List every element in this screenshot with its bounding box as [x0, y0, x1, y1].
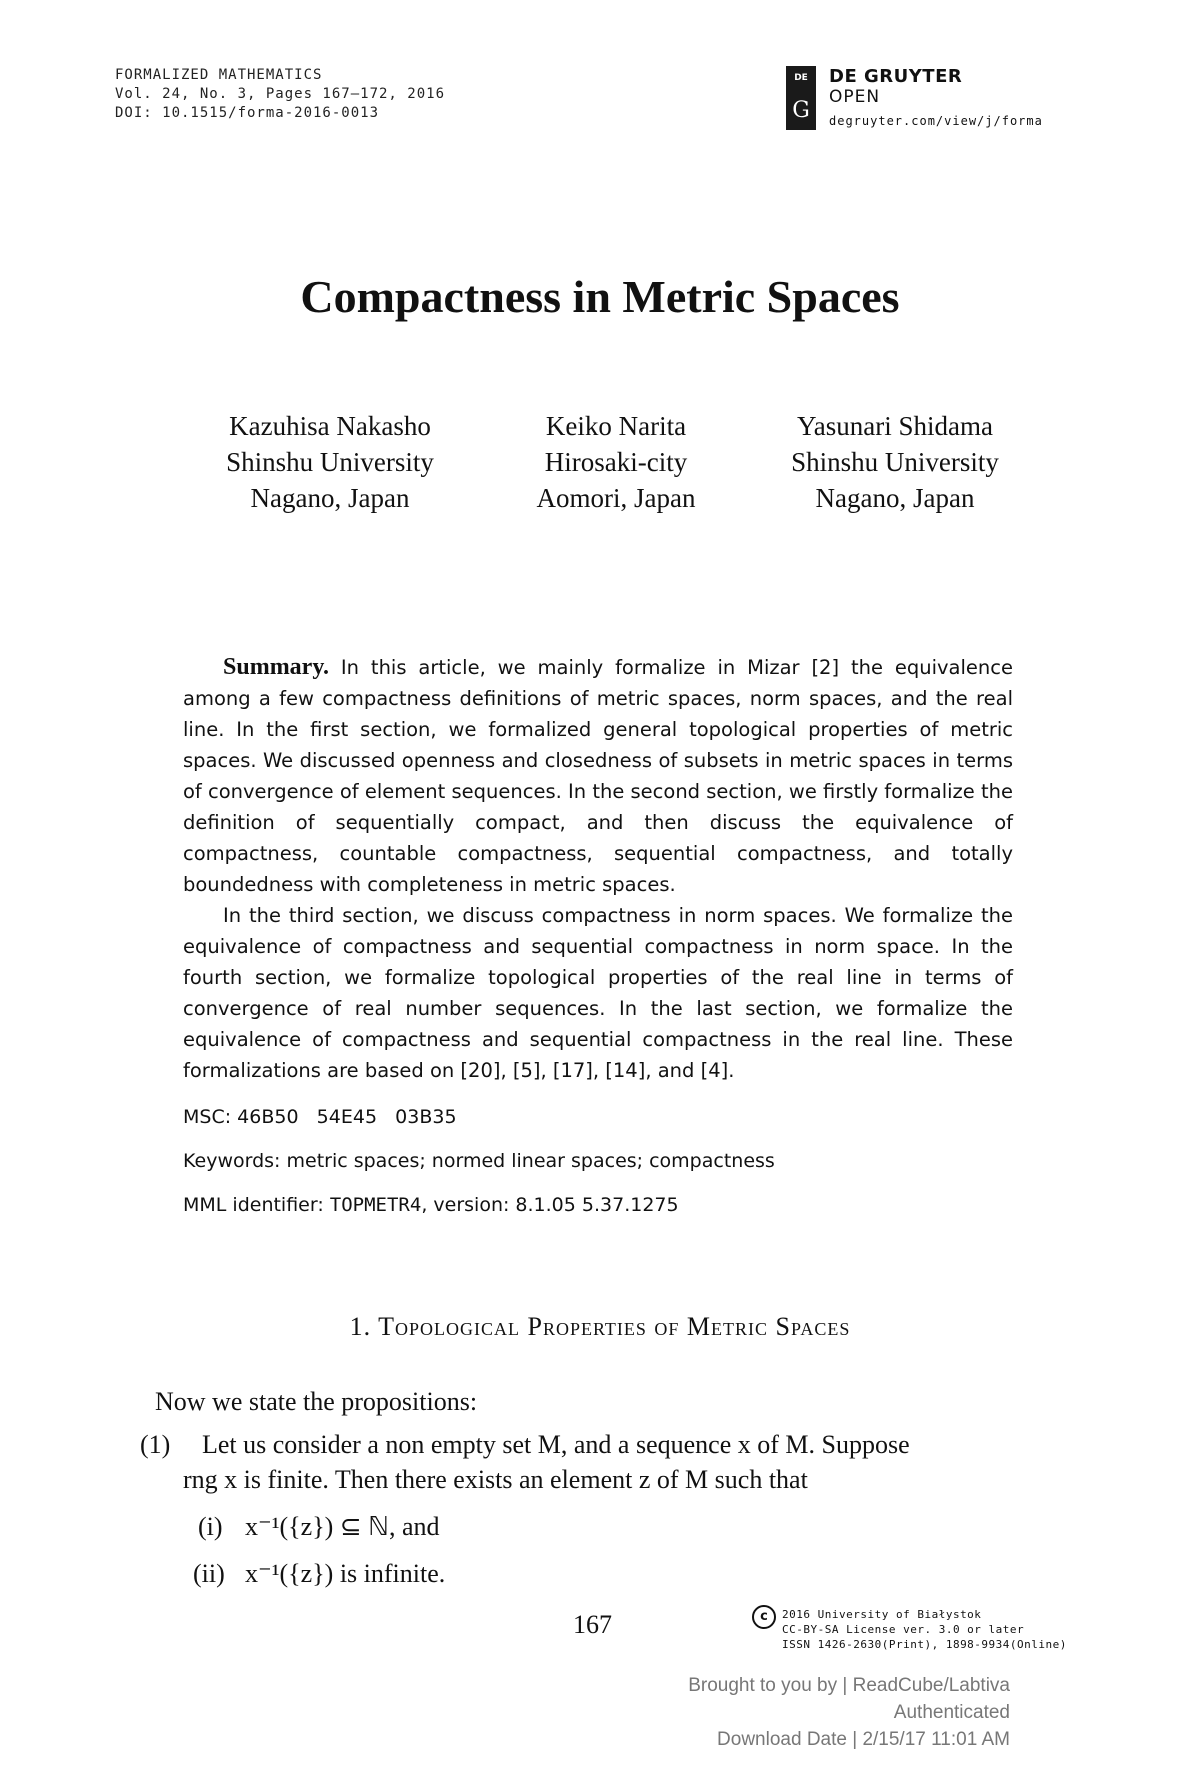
doi: DOI: 10.1515/forma-2016-0013: [115, 105, 380, 121]
author-name: Kazuhisa Nakasho: [229, 411, 431, 441]
msc-label: MSC:: [183, 1106, 232, 1128]
copyright-icon: c: [752, 1605, 776, 1629]
author-block-1: [180, 408, 480, 516]
publisher-logo: [786, 66, 1186, 136]
proposition-line-2: rng x is finite. Then there exists an element z of M such that: [183, 1465, 808, 1494]
logo-box-letter: G: [792, 98, 810, 123]
mml-line: [183, 1194, 679, 1216]
journal-header: [115, 66, 445, 123]
keywords-label: Keywords:: [183, 1150, 281, 1172]
logo-box-top: DE: [794, 73, 808, 83]
section-heading: 1. Topological Properties of Metric Spaces: [349, 1312, 851, 1341]
item-ii-text: x⁻¹({z}) is infinite.: [245, 1559, 446, 1588]
author-location: Aomori, Japan: [536, 483, 696, 513]
msc-line: [183, 1106, 457, 1128]
copyright-line-1: 2016 University of Białystok: [782, 1608, 982, 1621]
author-block-2: [466, 408, 766, 516]
download-stamp-line-2: Authenticated: [893, 1702, 1010, 1723]
paper-title: Compactness in Metric Spaces: [300, 271, 900, 322]
mml-label: MML identifier:: [183, 1194, 324, 1216]
copyright-lines: [782, 1607, 1067, 1652]
download-stamp: [600, 1672, 1010, 1753]
keywords-line: [183, 1150, 775, 1172]
author-affiliation: Shinshu University: [226, 447, 434, 477]
proposition-line-1: Let us consider a non empty set M, and a sequence x of M. Suppose: [202, 1430, 910, 1459]
summary-paragraph-2: In the third section, we discuss compactness in norm spaces. We formalize the equivalence of compactness and sequential compactness in norm space. In the fourth section, we formalize topological properties of the real line in terms of convergence of real number sequences. In the last section, we formalize the equivalence of compactness and sequential compactness in the real line. These formalizations are based on [20], [5], [17], [14], and [4].: [183, 904, 1013, 1082]
author-name: Yasunari Shidama: [796, 411, 993, 441]
publisher-sub: OPEN: [829, 87, 881, 107]
item-ii-number: (ii): [193, 1559, 225, 1588]
item-i-text: x⁻¹({z}) ⊆ ℕ, and: [245, 1512, 440, 1541]
author-name: Keiko Narita: [545, 411, 687, 441]
publisher-url[interactable]: degruyter.com/view/j/forma: [829, 114, 1043, 128]
download-stamp-line-1: Brought to you by | ReadCube/Labtiva: [688, 1675, 1010, 1696]
mml-id: TOPMETR4: [329, 1194, 422, 1216]
publisher-name: DE GRUYTER: [829, 66, 963, 87]
summary-text-1: In this article, we mainly formalize in Mizar [2] the equivalence among a few compactness definitions of metric spaces, norm spaces, and the real line. In the first section, we formalized general topological properties of metric spaces. We discussed openness and closedness of subsets in metric spaces in terms of convergence of element sequences. In the second section, we firstly formalize the definition of sequentially compact, and then discuss the equivalence of compactness, countable compactness, sequential compactness, and totally boundedness with completeness in metric spaces.: [183, 656, 1013, 896]
summary-paragraph-1: [183, 652, 1013, 900]
abstract: [183, 652, 1013, 1086]
msc-codes: 46B50 54E45 03B35: [237, 1106, 457, 1128]
body-intro: Now we state the propositions:: [155, 1387, 478, 1416]
author-affiliation: Hirosaki-city: [544, 447, 688, 477]
volume-line: Vol. 24, No. 3, Pages 167–172, 2016: [115, 86, 446, 102]
journal-name: FORMALIZED MATHEMATICS: [115, 67, 323, 83]
copyright-line-3: ISSN 1426-2630(Print), 1898-9934(Online): [782, 1638, 1067, 1651]
mml-version: , version: 8.1.05 5.37.1275: [421, 1194, 679, 1216]
download-stamp-line-3: Download Date | 2/15/17 11:01 AM: [717, 1729, 1010, 1750]
author-location: Nagano, Japan: [815, 483, 975, 513]
summary-heading: Summary.: [223, 654, 330, 680]
author-location: Nagano, Japan: [250, 483, 410, 513]
author-block-3: [745, 408, 1045, 516]
de-gruyter-logo-icon: [786, 66, 816, 130]
proposition-number: (1): [140, 1430, 171, 1459]
copyright-line-2: CC-BY-SA License ver. 3.0 or later: [782, 1623, 1025, 1636]
item-i-number: (i): [198, 1512, 223, 1541]
page-number: 167: [573, 1610, 612, 1639]
keywords-value: metric spaces; normed linear spaces; compactness: [286, 1150, 775, 1172]
author-affiliation: Shinshu University: [791, 447, 999, 477]
